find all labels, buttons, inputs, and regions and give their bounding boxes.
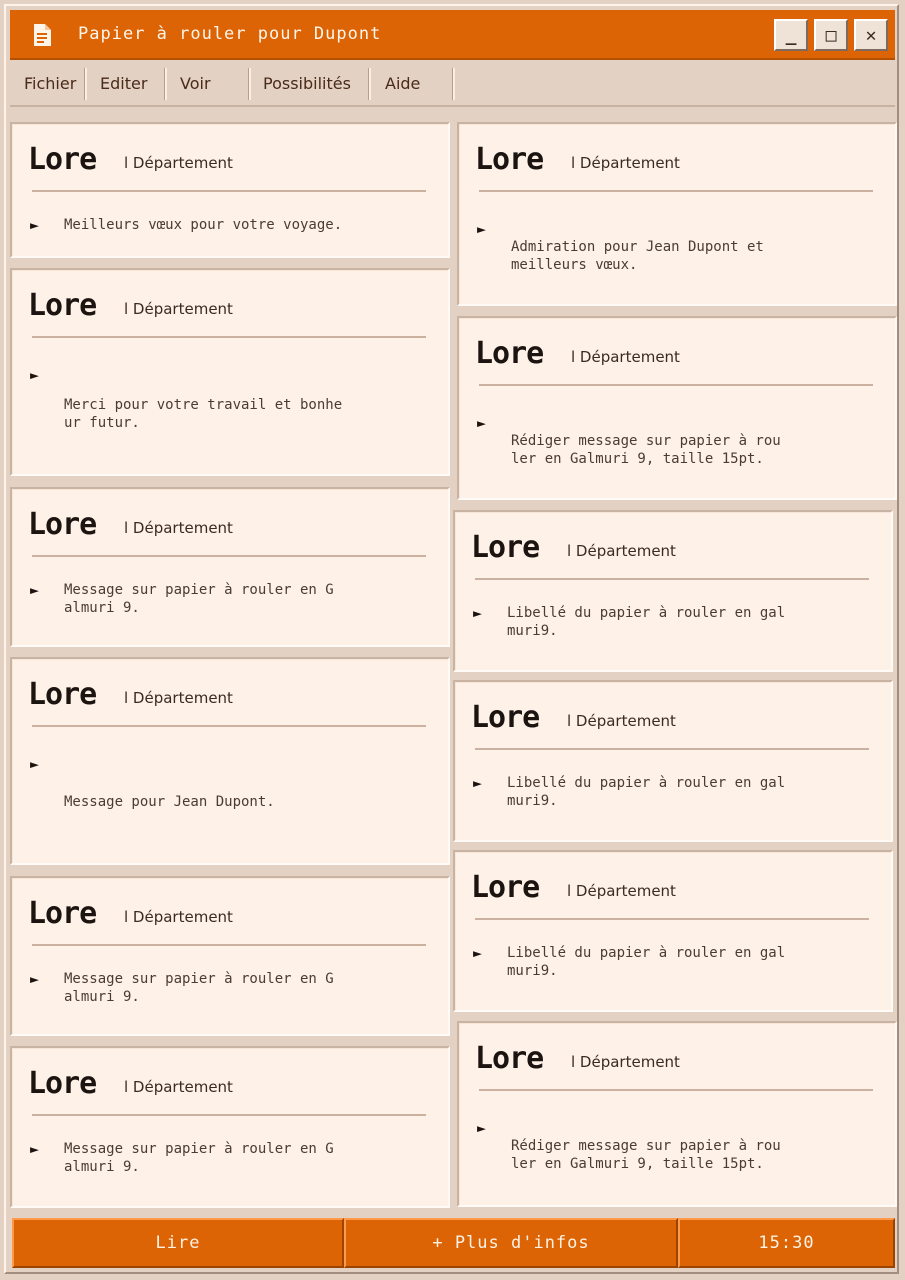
message-card[interactable] [453, 510, 893, 672]
card-divider [32, 944, 426, 946]
card-divider [479, 190, 873, 192]
message-card[interactable] [457, 122, 897, 306]
card-divider [479, 1089, 873, 1091]
card-department: l Département [571, 348, 680, 366]
message-card[interactable] [10, 268, 450, 476]
card-divider [475, 748, 869, 750]
arrow-right-icon: ► [30, 216, 40, 234]
card-sender-name: Lore [475, 336, 544, 371]
card-divider [479, 384, 873, 386]
card-department: l Département [567, 882, 676, 900]
arrow-right-icon: ► [473, 774, 483, 792]
message-card[interactable] [457, 1021, 897, 1207]
menu-bar [10, 62, 895, 107]
card-divider [32, 190, 426, 192]
card-message: Meilleurs vœux pour votre voyage. [64, 217, 343, 233]
card-sender-name: Lore [28, 507, 97, 542]
read-button[interactable]: Lire [12, 1218, 344, 1268]
card-message: Libellé du papier à rouler en gal muri9. [507, 945, 786, 979]
document-icon [30, 23, 54, 47]
card-message: Message sur papier à rouler en G almuri 9. [64, 971, 334, 1005]
arrow-right-icon: ► [477, 414, 487, 432]
card-divider [32, 555, 426, 557]
title-bar[interactable] [10, 10, 895, 60]
message-card[interactable] [453, 680, 893, 842]
message-card[interactable] [10, 122, 450, 258]
message-card[interactable] [10, 487, 450, 647]
card-message: Message sur papier à rouler en G almuri 9. [64, 582, 334, 616]
card-divider [475, 578, 869, 580]
more-info-button[interactable]: + Plus d'infos [344, 1218, 678, 1268]
card-department: l Département [124, 908, 233, 926]
clock-display: 15:30 [678, 1218, 895, 1268]
card-sender-name: Lore [28, 1066, 97, 1101]
menu-separator [84, 68, 87, 100]
footer-bar [12, 1218, 895, 1268]
close-icon: ✕ [865, 24, 877, 46]
message-card[interactable] [10, 1046, 450, 1208]
menu-separator [452, 68, 455, 100]
menu-aide[interactable]: Aide [385, 74, 421, 93]
menu-possibilites[interactable]: Possibilités [263, 74, 351, 93]
message-card[interactable] [453, 850, 893, 1012]
message-card[interactable] [10, 876, 450, 1036]
arrow-right-icon: ► [30, 1140, 40, 1158]
card-divider [475, 918, 869, 920]
maximize-button[interactable] [814, 19, 848, 51]
arrow-right-icon: ► [477, 1119, 487, 1137]
card-sender-name: Lore [475, 142, 544, 177]
window-title: Papier à rouler pour Dupont [78, 24, 382, 44]
card-divider [32, 1114, 426, 1116]
arrow-right-icon: ► [473, 944, 483, 962]
card-sender-name: Lore [28, 288, 97, 323]
card-message: Admiration pour Jean Dupont et meilleurs vœux. [511, 239, 764, 273]
card-message: Message pour Jean Dupont. [64, 794, 275, 810]
minimize-icon: _ [785, 24, 797, 46]
menu-fichier[interactable]: Fichier [24, 74, 77, 93]
card-department: l Département [571, 1053, 680, 1071]
card-sender-name: Lore [471, 870, 540, 905]
maximize-icon: □ [825, 24, 837, 46]
card-message: Libellé du papier à rouler en gal muri9. [507, 605, 786, 639]
card-department: l Département [124, 300, 233, 318]
card-department: l Département [571, 154, 680, 172]
card-message: Rédiger message sur papier à rou ler en Galmuri 9, taille 15pt. [511, 433, 781, 467]
arrow-right-icon: ► [30, 366, 40, 384]
card-department: l Département [567, 712, 676, 730]
card-message: Libellé du papier à rouler en gal muri9. [507, 775, 786, 809]
card-sender-name: Lore [471, 530, 540, 565]
menu-voir[interactable]: Voir [180, 74, 211, 93]
card-message: Rédiger message sur papier à rou ler en Galmuri 9, taille 15pt. [511, 1138, 781, 1172]
menu-separator [368, 68, 371, 100]
card-sender-name: Lore [475, 1041, 544, 1076]
card-message: Merci pour votre travail et bonhe ur futur. [64, 397, 343, 431]
card-department: l Département [124, 519, 233, 537]
message-card[interactable] [10, 657, 450, 865]
arrow-right-icon: ► [30, 581, 40, 599]
close-button[interactable] [854, 19, 888, 51]
card-sender-name: Lore [28, 142, 97, 177]
arrow-right-icon: ► [473, 604, 483, 622]
menu-separator [164, 68, 167, 100]
arrow-right-icon: ► [30, 755, 40, 773]
card-department: l Département [567, 542, 676, 560]
card-department: l Département [124, 154, 233, 172]
card-divider [32, 725, 426, 727]
menu-editer[interactable]: Editer [100, 74, 148, 93]
arrow-right-icon: ► [30, 970, 40, 988]
card-sender-name: Lore [471, 700, 540, 735]
card-department: l Département [124, 689, 233, 707]
card-department: l Département [124, 1078, 233, 1096]
menu-separator [248, 68, 251, 100]
card-divider [32, 336, 426, 338]
minimize-button[interactable] [774, 19, 808, 51]
card-sender-name: Lore [28, 677, 97, 712]
message-card[interactable] [457, 316, 897, 500]
arrow-right-icon: ► [477, 220, 487, 238]
card-sender-name: Lore [28, 896, 97, 931]
card-message: Message sur papier à rouler en G almuri 9. [64, 1141, 334, 1175]
